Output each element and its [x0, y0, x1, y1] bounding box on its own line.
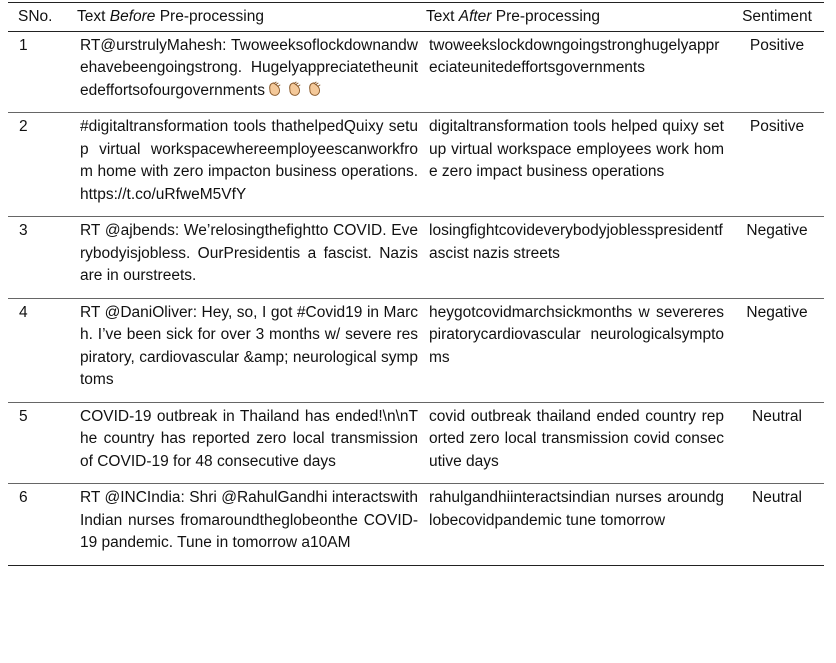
row-sno: 5: [8, 402, 71, 484]
row-sno: 2: [8, 113, 71, 217]
row-text-after: losingfightcovideverybodyjoblesspresidentfascist nazis streets: [420, 217, 730, 299]
row-text-before: RT @ajbends: We’relosingthefightto COVID. Everybodyisjobless. OurPresidentis a fascist. Nazis are in ourstreets.: [71, 217, 420, 299]
row-sentiment: Neutral: [730, 402, 824, 484]
row-text-before: COVID-19 outbreak in Thailand has ended!\n\nThe country has reported zero local transmission of COVID-19 for 48 consecutive days: [71, 402, 420, 484]
preprocessing-table: [8, 2, 824, 566]
header-before-suffix: Pre-processing: [155, 8, 264, 25]
row-sno: 6: [8, 484, 71, 566]
row-text-before: RT @DaniOliver: Hey, so, I got #Covid19 in March. I’ve been sick for over 3 months w/ severe respiratory, cardiovascular &amp; neurological symptoms: [71, 298, 420, 402]
row-text-after: rahulgandhiinteractsindian nurses aroundglobecovidpandemic tune tomorrow: [420, 484, 730, 566]
row-text-before: #digitaltransformation tools thathelpedQuixy setup virtual workspacewhereemployeescanworkfrom home with zero impacton business operations. https://t.co/uRfweM5VfY: [71, 113, 420, 217]
row-sentiment: Negative: [730, 298, 824, 402]
row-text-before-content: RT@urstrulyMahesh: Twoweeksoflockdownandwehavebeengoingstrong. Hugelyappreciatetheunitedeffortsofourgovernments: [80, 36, 418, 99]
header-before-prefix: Text: [77, 8, 110, 25]
row-text-after: heygotcovidmarchsickmonths w severerespiratorycardiovascular neurologicalsymptoms: [420, 298, 730, 402]
row-sno: 4: [8, 298, 71, 402]
row-text-after: twoweekslockdowngoingstronghugelyappreciateunitedeffortsgovernments: [420, 31, 730, 113]
row-sentiment: Negative: [730, 217, 824, 299]
row-sentiment: Positive: [730, 31, 824, 113]
header-after-prefix: Text: [426, 8, 459, 25]
row-sentiment: Positive: [730, 113, 824, 217]
table-row: [8, 484, 824, 566]
header-text-after: [420, 3, 730, 32]
table-row: [8, 217, 824, 299]
header-text-before: [71, 3, 420, 32]
row-sno: 3: [8, 217, 71, 299]
table-row: [8, 402, 824, 484]
row-sno: 1: [8, 31, 71, 113]
header-row: [8, 3, 824, 32]
table-row: [8, 298, 824, 402]
row-text-after: covid outbreak thailand ended country reported zero local transmission covid consecutive days: [420, 402, 730, 484]
header-after-suffix: Pre-processing: [491, 8, 601, 25]
header-sentiment: Sentiment: [730, 3, 824, 32]
row-text-before: RT @INCIndia: Shri @RahulGandhi interactswithIndian nurses fromaroundtheglobeonthe COVID-19 pandemic. Tune in tomorrow a10AM: [71, 484, 420, 566]
table-row: [8, 31, 824, 113]
row-text-after: digitaltransformation tools helped quixy setup virtual workspace employees work home zero impact business operations: [420, 113, 730, 217]
header-sno: SNo.: [8, 3, 71, 32]
table-row: [8, 113, 824, 217]
header-before-em: Before: [109, 8, 156, 25]
header-after-em: After: [458, 8, 492, 25]
row-text-before: [71, 31, 420, 113]
row-sentiment: Neutral: [730, 484, 824, 566]
clapping-hands-icon: [265, 82, 325, 99]
